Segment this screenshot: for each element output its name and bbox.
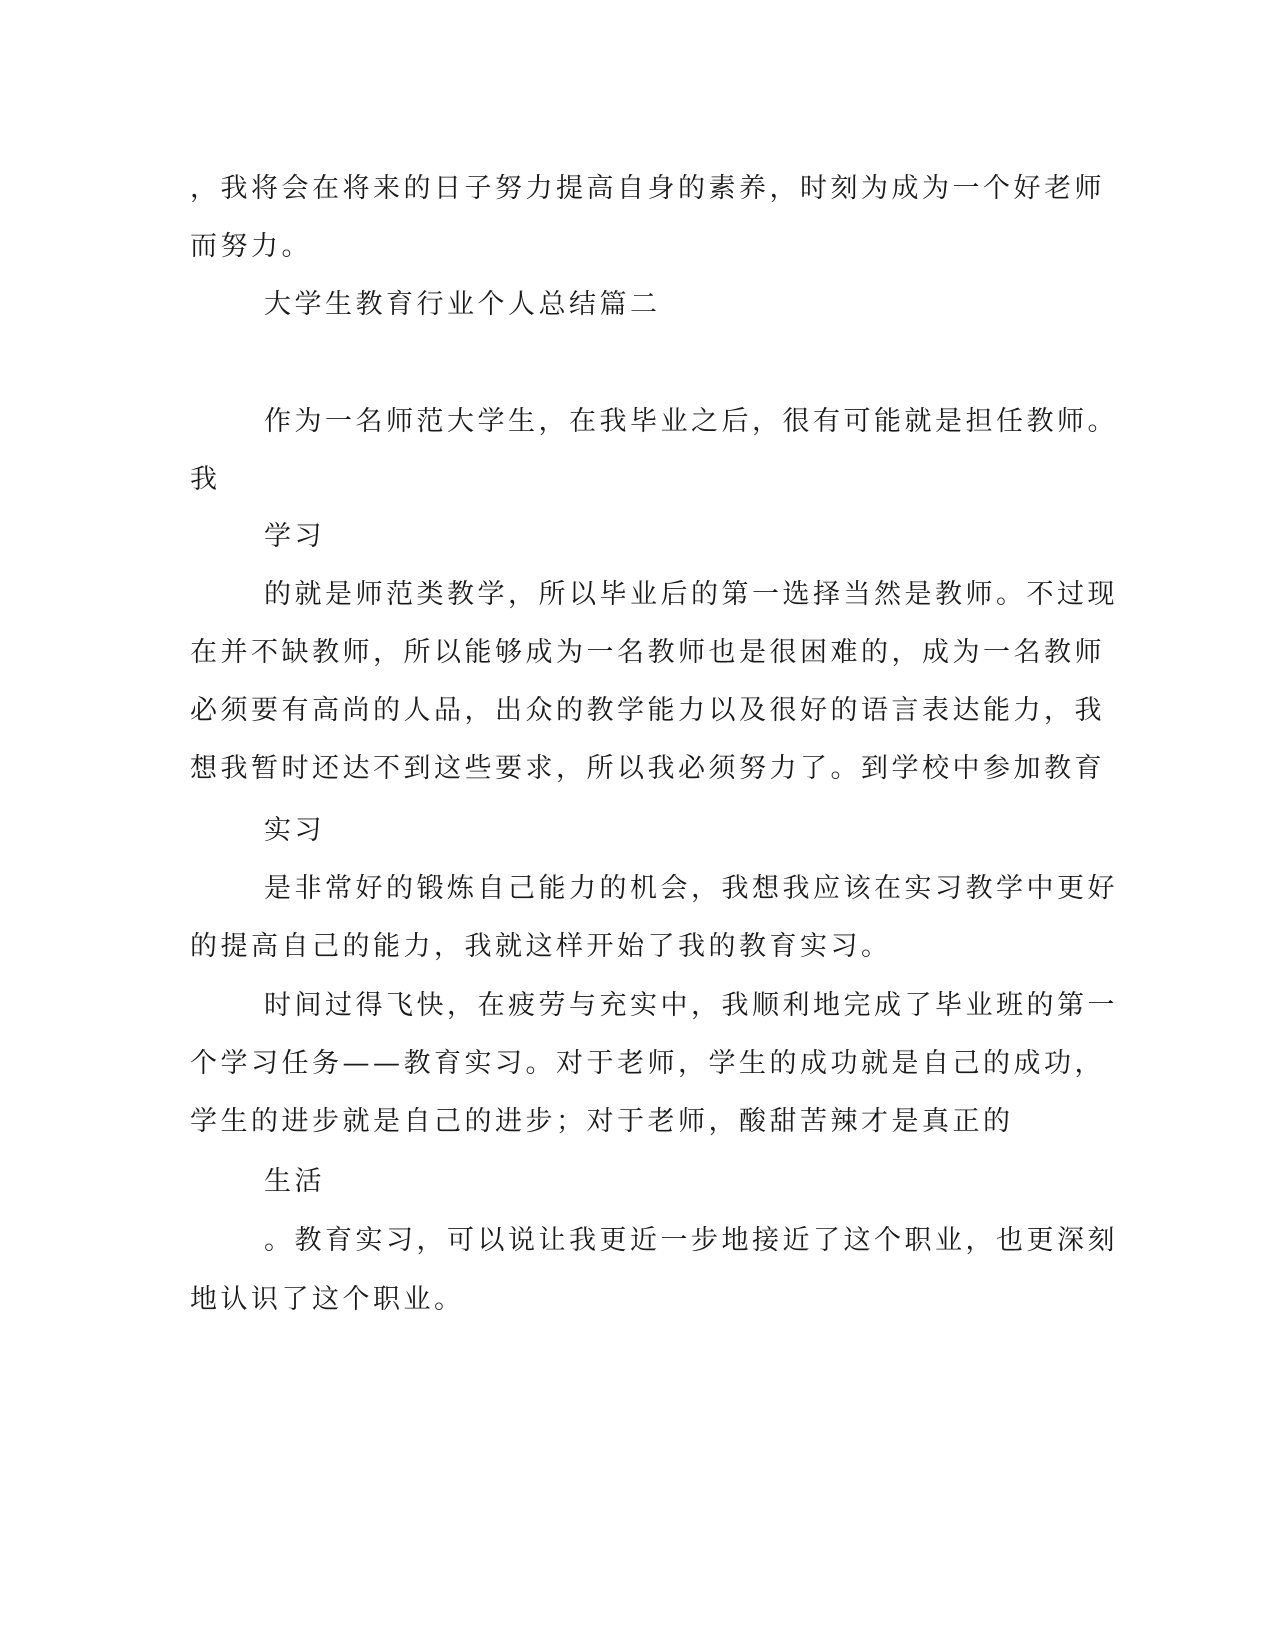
text-line: 生活 (264, 1166, 325, 1197)
text-line: 。教育实习，可以说让我更近一步地接近了这个职业，也更深刻 (264, 1225, 1118, 1256)
text-line: 时间过得飞快，在疲劳与充实中，我顺利地完成了毕业班的第一 (264, 990, 1118, 1021)
text-line: 我 (190, 464, 221, 495)
section-heading: 大学生教育行业个人总结篇二 (264, 289, 661, 320)
text-line: 的提高自己的能力，我就这样开始了我的教育实习。 (190, 931, 892, 962)
text-line: ，我将会在将来的日子努力提高自身的素养，时刻为成为一个好老师 (190, 173, 1105, 204)
text-line: 而努力。 (190, 231, 312, 262)
text-line: 地认识了这个职业。 (190, 1284, 465, 1315)
text-line: 学习 (264, 521, 325, 552)
text-line: 在并不缺教师，所以能够成为一名教师也是很困难的，成为一名教师 (190, 637, 1105, 668)
text-line: 必须要有高尚的人品，出众的教学能力以及很好的语言表达能力，我 (190, 695, 1105, 726)
text-line: 是非常好的锻炼自己能力的机会，我想我应该在实习教学中更好 (264, 873, 1118, 904)
text-line: 学生的进步就是自己的进步；对于老师，酸甜苦辣才是真正的 (190, 1106, 1014, 1137)
text-line: 个学习任务——教育实习。对于老师，学生的成功就是自己的成功， (190, 1048, 1105, 1079)
text-line: 想我暂时还达不到这些要求，所以我必须努力了。到学校中参加教育 (190, 753, 1105, 784)
text-line: 的就是师范类教学，所以毕业后的第一选择当然是教师。不过现 (264, 579, 1118, 610)
text-line: 实习 (264, 815, 325, 846)
text-line: 作为一名师范大学生，在我毕业之后，很有可能就是担任教师。 (264, 406, 1118, 437)
